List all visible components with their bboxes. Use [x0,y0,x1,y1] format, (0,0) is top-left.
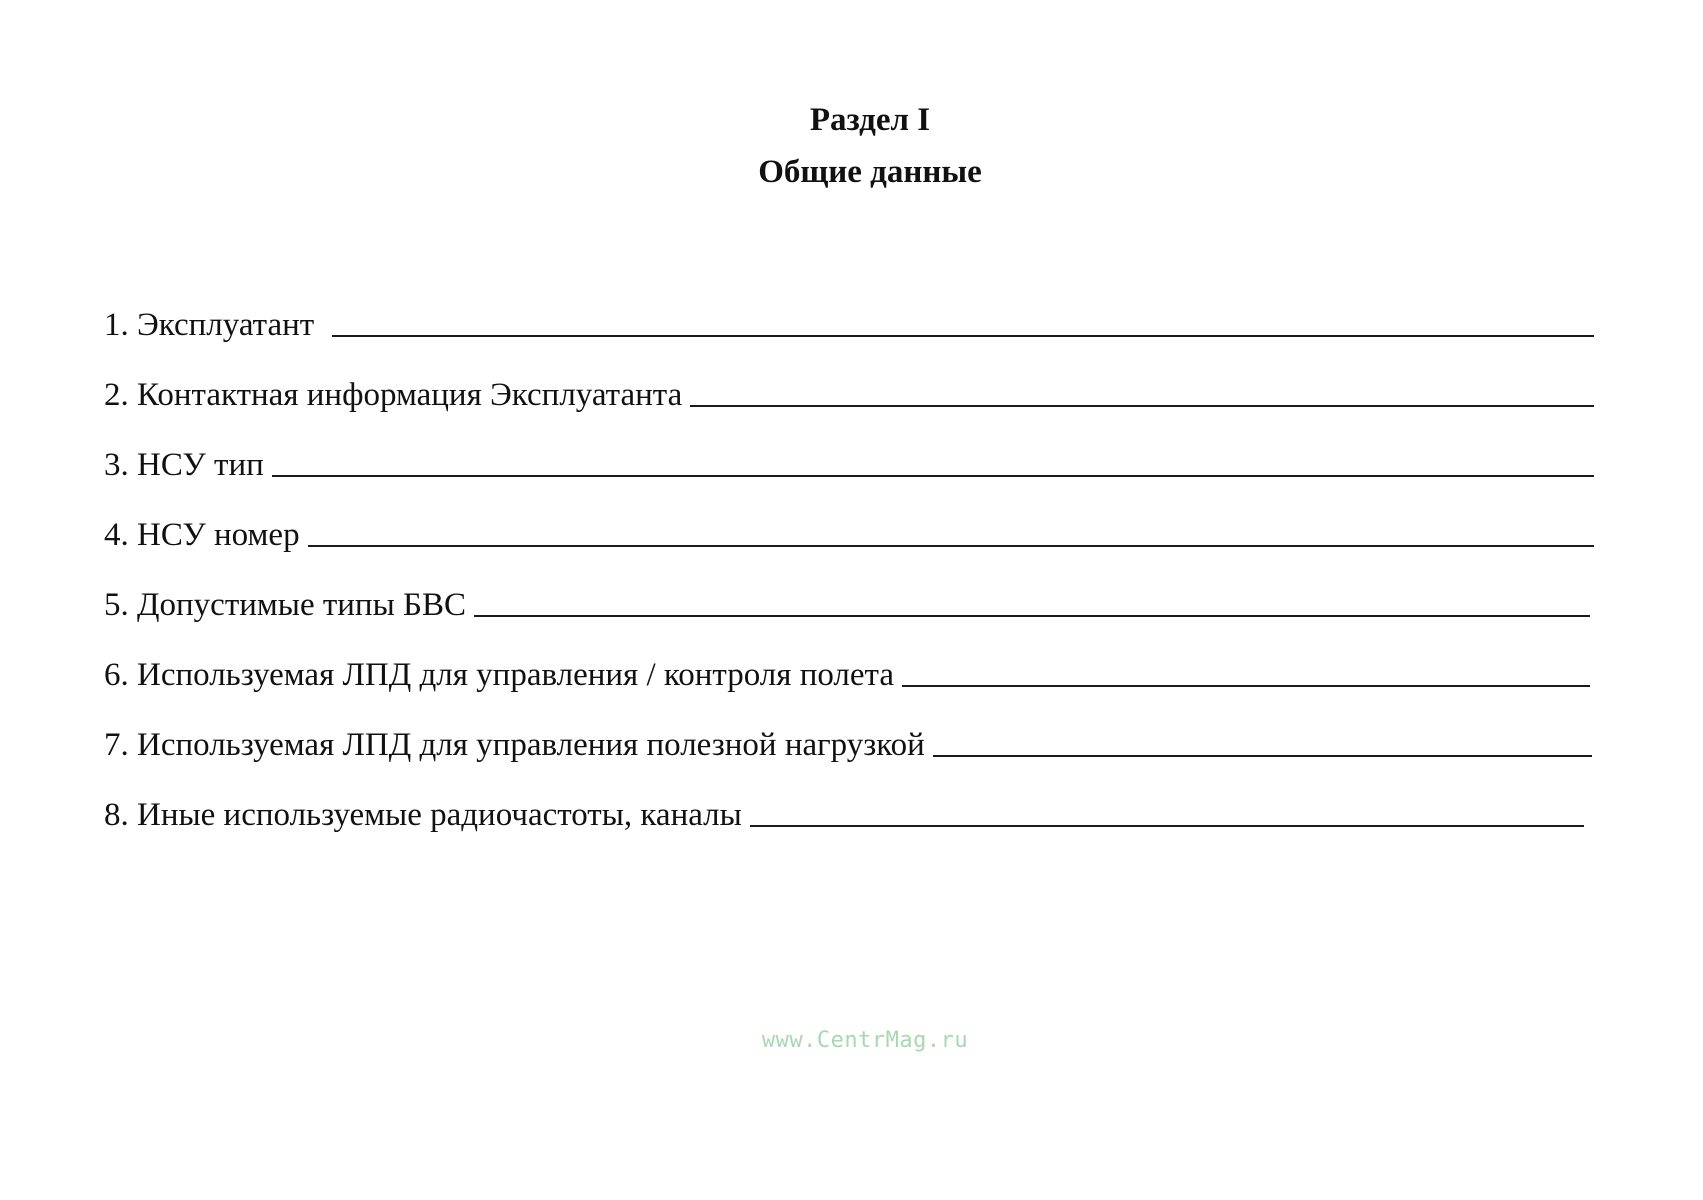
field-row-flight-control-link [104,657,1594,727]
watermark: www.CentrMag.ru [761,1028,969,1053]
field-blank-line[interactable] [902,684,1590,687]
field-label: 1. Эксплуатант [104,307,315,343]
field-label: 6. Используемая ЛПД для управления / контроля полета [104,657,895,693]
field-row-operator [104,307,1594,377]
field-label: 2. Контактная информация Эксплуатанта [104,377,683,413]
form-fields [104,307,1594,867]
section-heading: Раздел I [809,102,931,138]
field-label: 7. Используемая ЛПД для управления полезной нагрузкой [104,727,925,763]
field-label: 5. Допустимые типы БВС [104,587,466,623]
field-blank-line[interactable] [272,474,1594,477]
field-row-other-frequencies [104,797,1594,867]
field-row-payload-link [104,727,1594,797]
field-label: 8. Иные используемые радиочастоты, каналы [104,797,742,833]
field-label: 3. НСУ тип [104,447,264,483]
field-blank-line[interactable] [933,754,1592,757]
field-row-uav-types [104,587,1594,657]
field-blank-line[interactable] [308,544,1594,547]
section-title: Общие данные [758,154,982,190]
field-row-gcs-number [104,517,1594,587]
field-row-gcs-type [104,447,1594,517]
field-label: 4. НСУ номер [104,517,300,553]
field-blank-line[interactable] [690,404,1594,407]
field-blank-line[interactable] [750,824,1584,827]
field-blank-line[interactable] [332,334,1594,337]
field-row-contact-info [104,377,1594,447]
field-blank-line[interactable] [474,614,1590,617]
